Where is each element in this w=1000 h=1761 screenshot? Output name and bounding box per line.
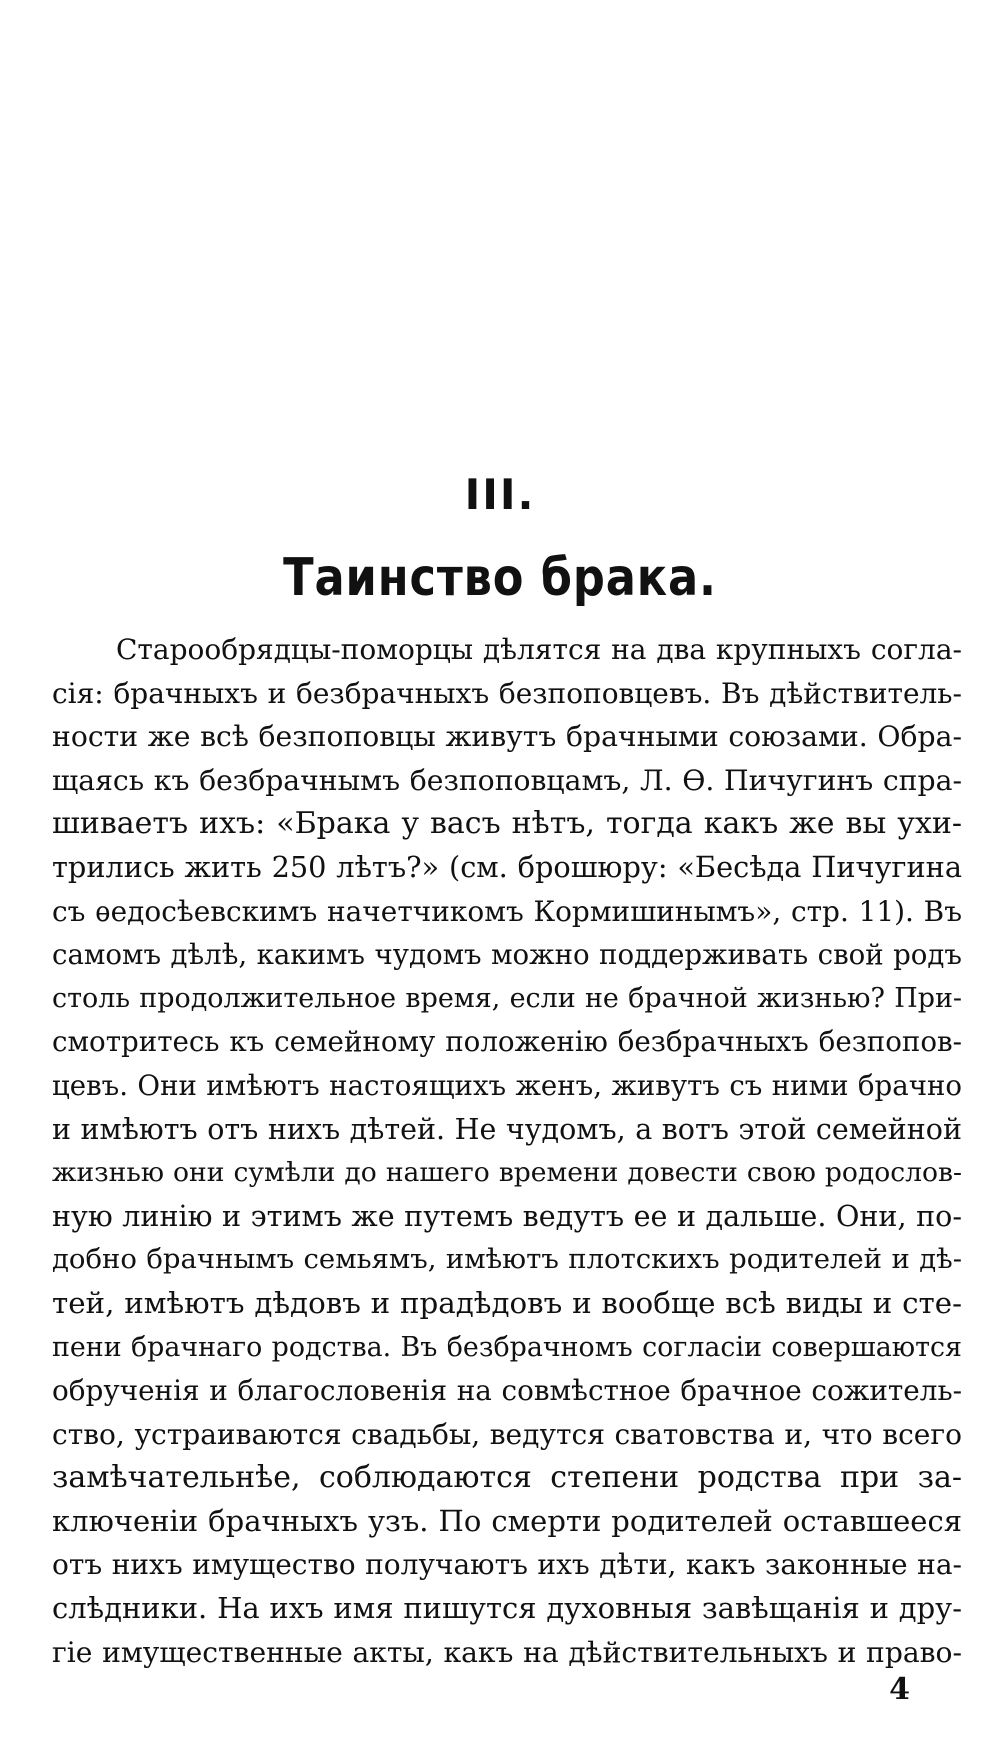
text-line: ную линію и этимъ же путемъ ведутъ ее и дальше. Они, по- (52, 1198, 962, 1233)
text-line: сія: брачныхъ и безбрачныхъ безпоповцевъ. Въ дѣйствитель- (52, 676, 962, 710)
text-line: жизнью они сумѣли до нашего времени довести свою родослов- (52, 1157, 962, 1189)
text-line: и имѣютъ отъ нихъ дѣтей. Не чудомъ, а вотъ этой семейной (52, 1112, 962, 1146)
page-number: 4 (889, 1672, 910, 1707)
text-line: Старообрядцы-поморцы дѣлятся на два крупныхъ согла- (116, 633, 962, 666)
text-line: ности же всѣ безпоповцы живутъ брачными союзами. Обра- (52, 720, 962, 754)
text-line: отъ нихъ имущество получаютъ ихъ дѣти, какъ законные на- (52, 1548, 962, 1582)
text-line: пени брачнаго родства. Въ безбрачномъ согласіи совершаются (52, 1331, 962, 1363)
text-line: смотритесь къ семейному положенію безбрачныхъ безпопов- (52, 1025, 962, 1059)
chapter-number: III. (464, 470, 536, 519)
text-line: щаясь къ безбрачнымъ безпоповцамъ, Л. Ѳ. Пичугинъ спра- (52, 763, 962, 797)
text-line: замѣчательнѣе, соблюдаются степени родства при за- (52, 1460, 962, 1496)
text-line: столь продолжительное время, если не брачной жизнью? При- (52, 982, 962, 1014)
text-line: тей, имѣютъ дѣдовъ и прадѣдовъ и вообще всѣ виды и сте- (52, 1285, 962, 1320)
text-line: ство, устраиваются свадьбы, ведутся сватовства и, что всего (52, 1417, 962, 1451)
text-line: самомъ дѣлѣ, какимъ чудомъ можно поддерживать свой родъ (52, 938, 962, 972)
text-line: добно брачнымъ семьямъ, имѣютъ плотскихъ родителей и дѣ- (52, 1243, 962, 1276)
text-line: слѣдники. На ихъ имя пишутся духовныя завѣщанія и дру- (52, 1591, 962, 1626)
text-line: обрученія и благословенія на совмѣстное брачное сожитель- (52, 1374, 962, 1408)
text-line: трились жить 250 лѣтъ?» (см. брошюру: «Бесѣда Пичугина (52, 849, 962, 884)
text-line: гіе имущественные акты, какъ на дѣйствительныхъ и право- (52, 1635, 962, 1669)
chapter-title: Таинство брака. (283, 548, 717, 608)
text-line: ключеніи брачныхъ узъ. По смерти родителей оставшееся (52, 1503, 962, 1538)
text-line: шиваетъ ихъ: «Брака у васъ нѣтъ, тогда какъ же вы ухи- (52, 806, 962, 842)
text-line: цевъ. Они имѣютъ настоящихъ женъ, живутъ съ ними брачно (52, 1068, 962, 1102)
text-line: съ ѳедосѣевскимъ начетчикомъ Кормишинымъ», стр. 11). Въ (52, 894, 962, 928)
body-text (52, 628, 962, 1674)
